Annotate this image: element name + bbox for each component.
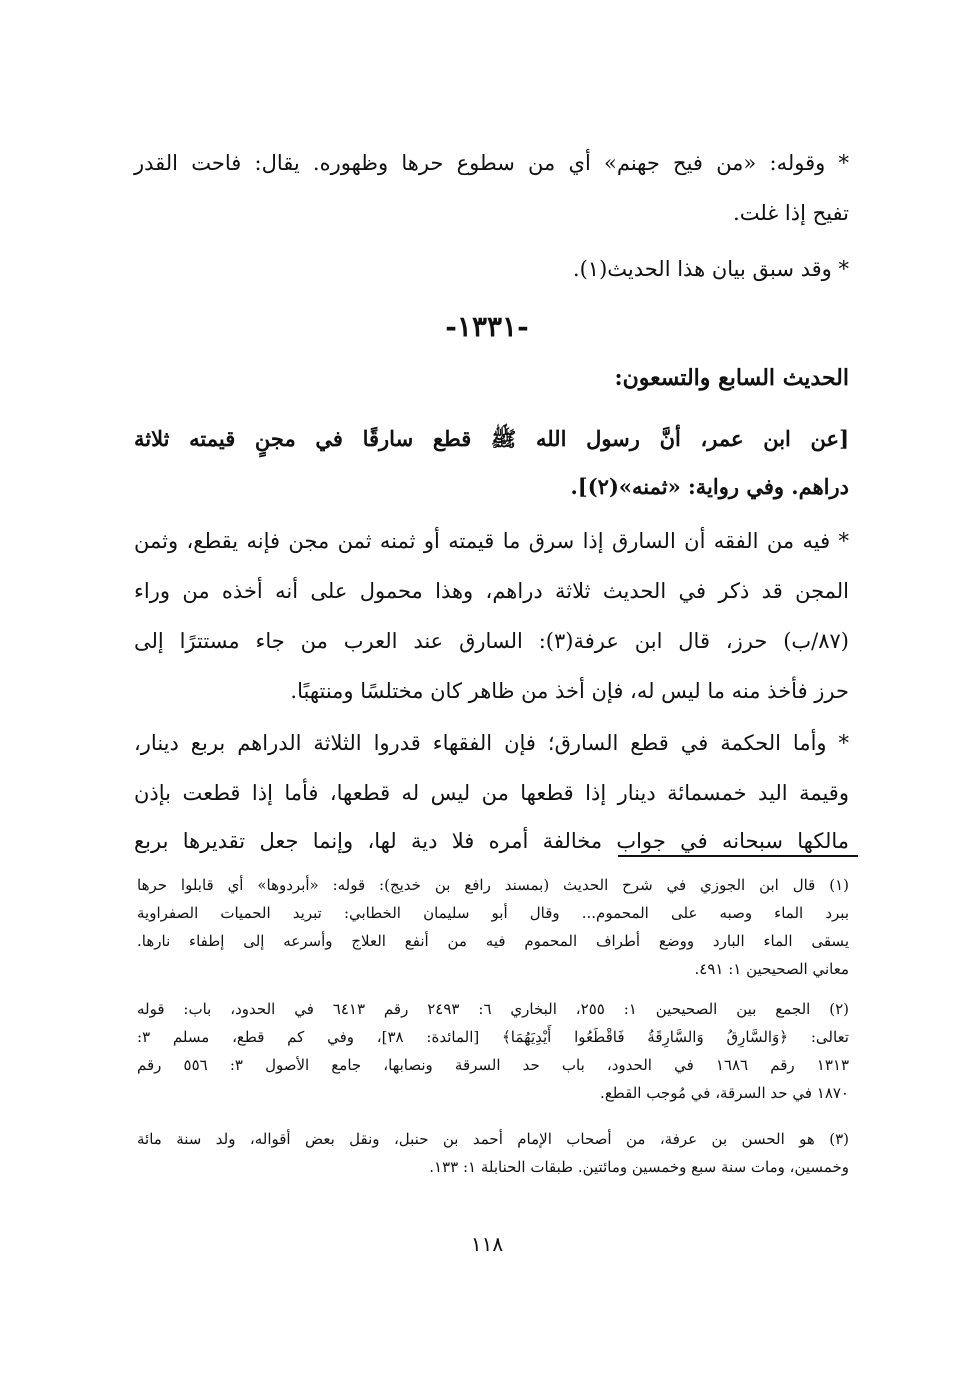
- footnote-line: ١٣١٣ رقم ١٦٨٦ في الحدود، باب حد السرقة ونصابها، جامع الأصول ٣: ٥٥٦ رقم: [137, 1056, 850, 1074]
- footnote-line: ١٨٧٠ في حد السرقة، في مُوجب القطع.: [600, 1084, 849, 1102]
- body-line: تفيح إذا غلت.: [733, 201, 849, 225]
- hadith-text-line: دراهم. وفي رواية: «ثمنه»(٢)].: [570, 474, 849, 499]
- footnote-line: ببرد الماء وصبه على المحموم... وقال أبو سليمان الخطابي: تبريد الحميات الصفراوية: [137, 904, 849, 922]
- body-line: * وقوله: «من فيح جهنم» أي من سطوع حرها وظهوره. يقال: فاحت القدر: [134, 151, 849, 175]
- hadith-number: -١٣٣١-: [445, 310, 529, 343]
- footnote-separator: [618, 855, 858, 857]
- footnote-line: (٢) الجمع بين الصحيحين ١: ٢٥٥، البخاري ٦: ٢٤٩٣ رقم ٦٤١٣ في الحدود، باب: قوله: [137, 1000, 850, 1018]
- hadith-text-line: [عن ابن عمر، أنَّ رسول الله ﷺ قطع سارقًا في مجنٍ قيمته ثلاثة: [134, 426, 849, 451]
- section-title: الحديث السابع والتسعون:: [614, 365, 849, 391]
- footnote-line: وخمسين، ومات سنة سبع وخمسين ومائتين. طبقات الحنابلة ١: ١٣٣.: [429, 1158, 849, 1176]
- footnote-line: (٣) هو الحسن بن عرفة، من أصحاب الإمام أحمد بن حنبل، ونقل بعض أقواله، ولد سنة مائة: [137, 1130, 849, 1148]
- footnote-line: تعالى: ﴿وَالسَّارِقُ وَالسَّارِقَةُ فَاقْطَعُوا أَيْدِيَهُمَا﴾ [المائدة: ٣٨]، وفي كم قطع، مسلم ٣:: [137, 1028, 849, 1046]
- body-line: * وقد سبق بيان هذا الحديث(١).: [572, 257, 849, 281]
- commentary-line: المجن قد ذكر في الحديث ثلاثة دراهم، وهذا محمول على أنه أخذه من وراء: [134, 579, 849, 603]
- footnote-line: يسقى الماء البارد ووضع أطراف المحموم فيه من أنفع العلاج وأسرعه إلى إطفاء نارها.: [137, 932, 849, 950]
- commentary-line: مالكها سبحانه في جواب مخالفة أمره فلا دية لها، وإنما جعل تقديرها بربع: [134, 829, 849, 853]
- commentary-line: وقيمة اليد خمسمائة دينار إذا قطعها من ليس له قطعها، فأما إذا قطعت بإذن: [134, 781, 849, 805]
- commentary-line: * فيه من الفقه أن السارق إذا سرق ما قيمته أو ثمنه ثمن مجن فإنه يقطع، وثمن: [134, 529, 849, 553]
- commentary-line: (٨٧/ب) حرز، قال ابن عرفة(٣): السارق عند العرب من جاء مستترًا إلى: [134, 629, 849, 653]
- page-number: ١١٨: [470, 1232, 504, 1256]
- footnote-line: (١) قال ابن الجوزي في شرح الحديث (بمسند رافع بن خديج): قوله: «أبردوها» أي قابلوا حرها: [137, 876, 849, 894]
- commentary-line: حرز فأخذ منه ما ليس له، فإن أخذ من ظاهر كان مختلسًا ومنتهبًا.: [290, 679, 849, 703]
- footnote-line: معاني الصحيحين ١: ٤٩١.: [694, 960, 849, 978]
- commentary-line: * وأما الحكمة في قطع السارق؛ فإن الفقهاء قدروا الثلاثة الدراهم بربع دينار،: [134, 731, 849, 755]
